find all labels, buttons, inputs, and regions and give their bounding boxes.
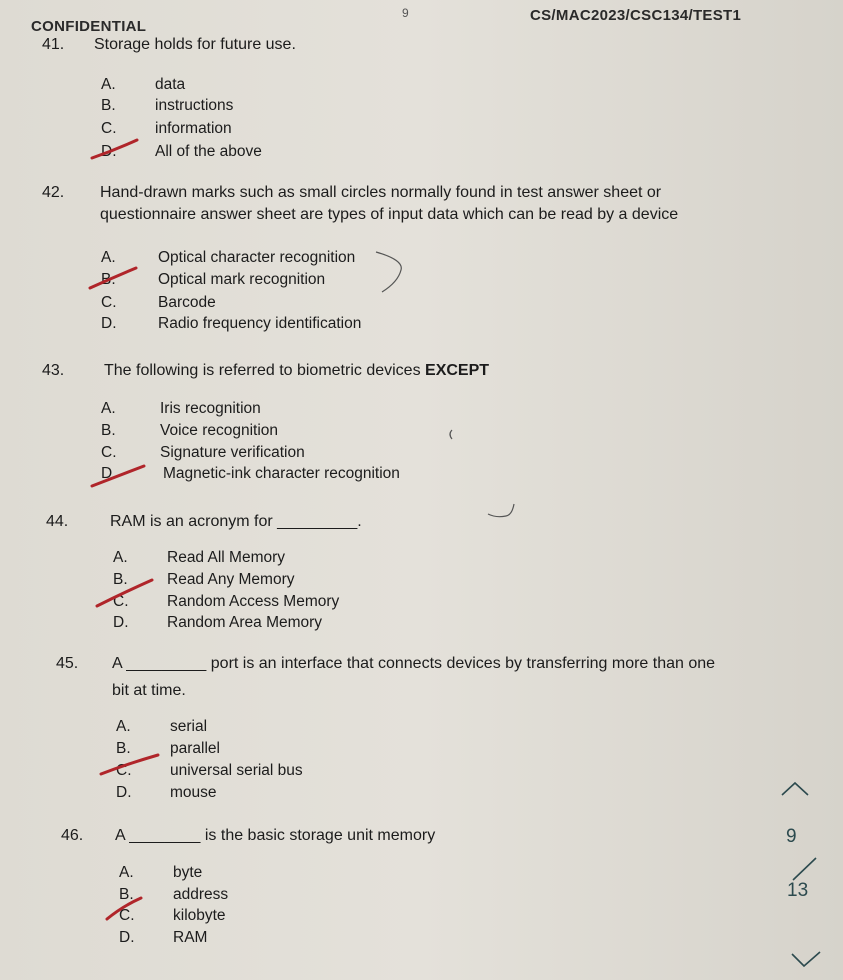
option-letter: A. — [101, 400, 116, 417]
confidential-label: CONFIDENTIAL — [31, 18, 147, 35]
option-letter: D. — [113, 614, 129, 631]
option-letter: B. — [101, 97, 116, 114]
score-check — [792, 952, 820, 966]
question-stem-line1: A _________ port is an interface that connects devices by transferring more than one — [112, 655, 716, 672]
answer-mark-q43 — [92, 466, 144, 486]
question-stem-line2: questionnaire answer sheet are types of input data which can be read by a device — [100, 206, 679, 223]
option-text: Radio frequency identification — [158, 315, 362, 332]
question-stem: A ________ is the basic storage unit memory — [115, 827, 436, 844]
option-letter: C. — [101, 120, 117, 137]
option-text: information — [155, 120, 232, 137]
option-text: mouse — [170, 784, 217, 801]
pencil-tick-q43 — [450, 430, 452, 439]
option-text: Read Any Memory — [167, 571, 295, 588]
option-text: Read All Memory — [167, 549, 286, 566]
pencil-bracket-q42 — [376, 252, 401, 292]
option-letter: A. — [113, 549, 128, 566]
question-stem-line1: Hand-drawn marks such as small circles normally found in test answer sheet or — [100, 184, 662, 201]
page-marker: 9 — [402, 6, 409, 20]
option-letter: C. — [119, 907, 135, 924]
option-letter: A. — [116, 718, 131, 735]
option-letter: B. — [101, 271, 116, 288]
question-number: 43. — [42, 362, 65, 379]
option-letter: A. — [101, 76, 116, 93]
option-letter: D. — [101, 465, 117, 482]
score-caret — [782, 783, 808, 795]
option-text: address — [173, 886, 229, 903]
option-letter: A. — [101, 249, 116, 266]
option-letter: C. — [113, 593, 129, 610]
pencil-tick-q44 — [488, 504, 514, 517]
option-text: kilobyte — [173, 907, 226, 924]
option-letter: D. — [101, 143, 117, 160]
option-text: data — [155, 76, 186, 93]
option-text: All of the above — [155, 143, 262, 160]
option-text: Random Area Memory — [167, 614, 323, 631]
option-letter: A. — [119, 864, 134, 881]
question-stem: Storage holds for future use. — [94, 36, 296, 53]
option-letter: D. — [119, 929, 135, 946]
option-text: parallel — [170, 740, 220, 757]
option-text: instructions — [155, 97, 234, 114]
question-number: 45. — [56, 655, 79, 672]
question-stem: The following is referred to biometric devices — [104, 362, 426, 379]
option-letter: C. — [101, 444, 117, 461]
option-letter: B. — [113, 571, 128, 588]
option-text: Magnetic-ink character recognition — [163, 465, 400, 482]
option-letter: C. — [116, 762, 132, 779]
option-text: Random Access Memory — [167, 593, 340, 610]
question-stem-line2: bit at time. — [112, 682, 186, 699]
option-letter: D. — [101, 315, 117, 332]
option-text: Voice recognition — [160, 422, 279, 439]
option-text: serial — [170, 718, 208, 735]
option-text: Optical character recognition — [158, 249, 356, 266]
option-text: Signature verification — [160, 444, 305, 461]
question-stem: RAM is an acronym for _________. — [110, 513, 362, 530]
question-stem-emphasis: EXCEPT — [425, 362, 490, 379]
option-letter: D. — [116, 784, 132, 801]
option-text: Iris recognition — [160, 400, 261, 417]
course-code: CS/MAC2023/CSC134/TEST1 — [530, 7, 742, 24]
option-text: Barcode — [158, 294, 216, 311]
score-fraction-line — [793, 858, 816, 880]
question-number: 44. — [46, 513, 69, 530]
question-number: 41. — [42, 36, 65, 53]
question-number: 46. — [61, 827, 84, 844]
option-letter: C. — [101, 294, 117, 311]
question-number: 42. — [42, 184, 65, 201]
option-text: Optical mark recognition — [158, 271, 326, 288]
option-text: RAM — [173, 929, 208, 946]
option-text: byte — [173, 864, 203, 881]
option-text: universal serial bus — [170, 762, 303, 779]
score-numerator: 9 — [786, 826, 797, 847]
option-letter: B. — [119, 886, 134, 903]
score-denominator: 13 — [787, 880, 809, 901]
option-letter: B. — [101, 422, 116, 439]
option-letter: B. — [116, 740, 131, 757]
